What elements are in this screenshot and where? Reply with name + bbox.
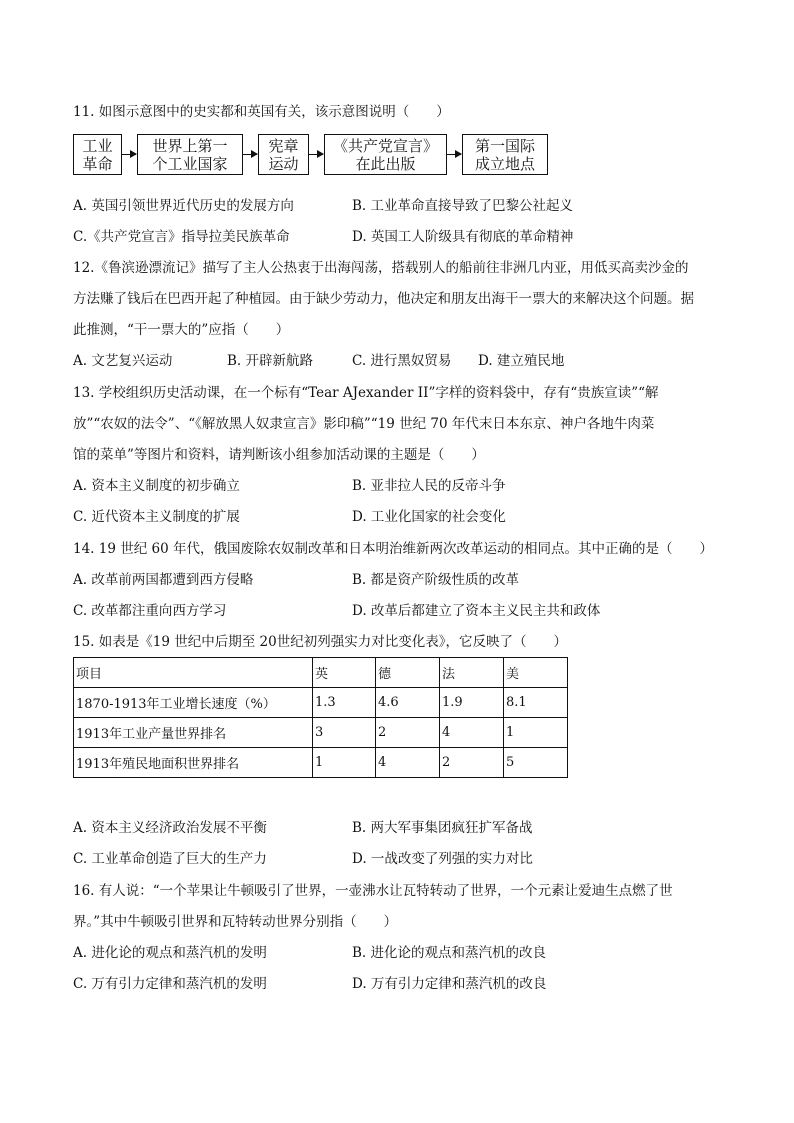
table-cell: 1913年殖民地面积世界排名 [74, 748, 313, 778]
q13-option-a[interactable]: A. 资本主义制度的初步确立 [73, 478, 240, 494]
table-cell: 3 [313, 718, 376, 748]
table-cell: 1.3 [313, 688, 376, 718]
q11-option-a[interactable]: A. 英国引领世界近代历史的发展方向 [73, 198, 294, 214]
q14-option-a[interactable]: A. 改革前两国都遭到西方侵略 [73, 572, 254, 588]
q16-option-b[interactable]: B. 进化论的观点和蒸汽机的改良 [352, 945, 547, 961]
flow-box-3: 宪章 运动 [258, 134, 309, 175]
q11-option-b[interactable]: B. 工业革命直接导致了巴黎公社起义 [352, 198, 574, 214]
q16-option-d[interactable]: D. 万有引力定律和蒸汽机的改良 [352, 976, 547, 992]
q15-option-a[interactable]: A. 资本主义经济政治发展不平衡 [73, 820, 267, 836]
q13-option-d[interactable]: D. 工业化国家的社会变化 [352, 509, 506, 525]
table-cell: 4 [376, 748, 440, 778]
table-header-cell: 美 [504, 658, 568, 688]
q15-data-table [73, 657, 568, 778]
q15-stem: 15. 如表是《19 世纪中后期至 20世纪初列强实力对比变化表》，它反映了（ ） [73, 634, 567, 650]
q13-stem-line-3: 馆的菜单”等图片和资料，请判断该小组参加活动课的主题是（ ） [73, 447, 485, 463]
table-cell: 5 [504, 748, 568, 778]
q12-stem-line-2: 方法赚了钱后在巴西开起了种植园。由于缺少劳动力，他决定和朋友出海干一票大的来解决这个问题。据 [73, 291, 694, 307]
table-header-cell: 英 [313, 658, 376, 688]
q15-option-c[interactable]: C. 工业革命创造了巨大的生产力 [73, 851, 267, 867]
flow-box-2: 世界上第一 个工业国家 [137, 134, 243, 175]
q13-stem-line-1: 13. 学校组织历史活动课，在一个标有“Tear AJexander II”字样的资料袋中，存有“贵族宣读”“解 [73, 385, 659, 401]
flow-box-4: 《共产党宣言》 在此出版 [324, 134, 447, 175]
flow-box-5: 第一国际 成立地点 [462, 134, 548, 175]
table-cell: 1870-1913年工业增长速度（%） [74, 688, 313, 718]
table-header-cell: 项目 [74, 658, 313, 688]
table-row [74, 688, 568, 718]
q14-option-d[interactable]: D. 改革后都建立了资本主义民主共和政体 [352, 603, 601, 619]
q13-option-b[interactable]: B. 亚非拉人民的反帝斗争 [352, 478, 506, 494]
q11-flow-diagram [73, 134, 693, 179]
table-cell: 2 [440, 748, 504, 778]
q13-option-c[interactable]: C. 近代资本主义制度的扩展 [73, 509, 240, 525]
table-cell: 1913年工业产量世界排名 [74, 718, 313, 748]
flow-arrow-icon [122, 154, 136, 155]
q16-stem-line-1: 16. 有人说：“一个苹果让牛顿吸引了世界，一壶沸水让瓦特转动了世界，一个元素让爱迪生点燃了世 [73, 883, 673, 899]
table-cell: 2 [376, 718, 440, 748]
q12-option-b[interactable]: B. 开辟新航路 [227, 353, 314, 369]
q16-stem-line-2: 界。”其中牛顿吸引世界和瓦特转动世界分别指（ ） [73, 914, 398, 930]
table-row [74, 718, 568, 748]
flow-arrow-icon [309, 154, 323, 155]
q11-option-c[interactable]: C.《共产党宣言》指导拉美民族革命 [73, 229, 290, 245]
flow-arrow-icon [447, 154, 461, 155]
table-cell: 1.9 [440, 688, 504, 718]
flow-arrow-icon [243, 154, 257, 155]
table-cell: 4.6 [376, 688, 440, 718]
q16-option-c[interactable]: C. 万有引力定律和蒸汽机的发明 [73, 976, 267, 992]
q12-option-c[interactable]: C. 进行黑奴贸易 [352, 353, 452, 369]
table-cell: 4 [440, 718, 504, 748]
q15-option-d[interactable]: D. 一战改变了列强的实力对比 [352, 851, 533, 867]
table-cell: 8.1 [504, 688, 568, 718]
q14-option-b[interactable]: B. 都是资产阶级性质的改革 [352, 572, 520, 588]
q14-stem: 14. 19 世纪 60 年代，俄国废除农奴制改革和日本明治维新两次改革运动的相同点。其中正确的是（ ） [73, 541, 713, 557]
table-cell: 1 [504, 718, 568, 748]
q13-stem-line-2: 放”“农奴的法令”、“《解放黑人奴隶宣言》影印稿”“19 世纪 70 年代末日本东京、神户各地牛肉菜 [73, 416, 655, 432]
q15-option-b[interactable]: B. 两大军事集团疯狂扩军备战 [352, 820, 533, 836]
q16-option-a[interactable]: A. 进化论的观点和蒸汽机的发明 [73, 945, 267, 961]
q14-option-c[interactable]: C. 改革都注重向西方学习 [73, 603, 227, 619]
q12-stem-line-3: 此推测，“干一票大的”应指（ ） [73, 322, 290, 338]
table-header-cell: 法 [440, 658, 504, 688]
flow-box-1: 工业 革命 [73, 134, 122, 175]
table-header-cell: 德 [376, 658, 440, 688]
table-row [74, 748, 568, 778]
table-cell: 1 [313, 748, 376, 778]
q12-option-d[interactable]: D. 建立殖民地 [478, 353, 565, 369]
q12-stem-line-1: 12.《鲁滨逊漂流记》描写了主人公热衷于出海闯荡，搭载别人的船前往非洲几内亚，用低买高卖沙金的 [73, 260, 689, 276]
q11-stem: 11. 如图示意图中的史实都和英国有关，该示意图说明（ ） [73, 104, 450, 120]
q12-option-a[interactable]: A. 文艺复兴运动 [73, 353, 173, 369]
q11-option-d[interactable]: D. 英国工人阶级具有彻底的革命精神 [352, 229, 574, 245]
table-header-row [74, 658, 568, 688]
